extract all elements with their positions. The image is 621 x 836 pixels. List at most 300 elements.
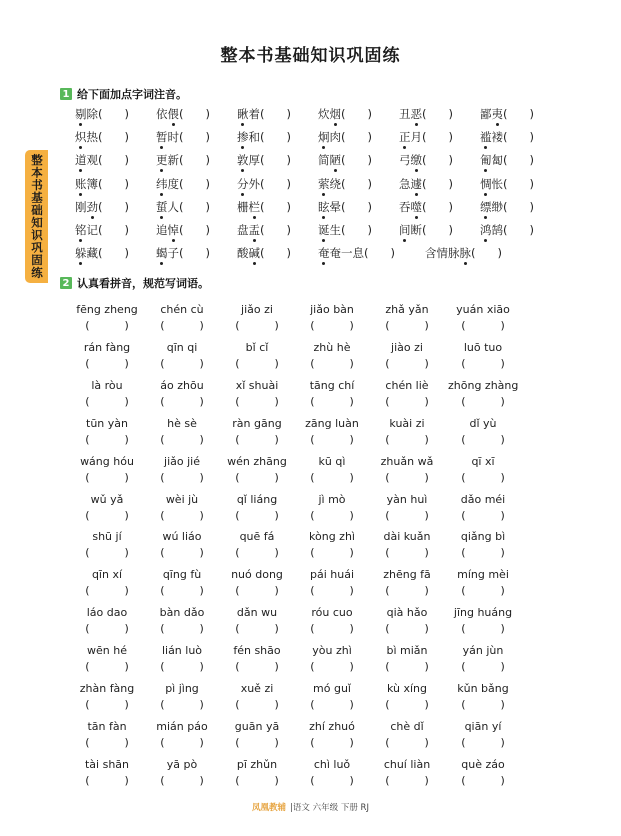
word-suffix: 和 — [248, 130, 260, 145]
pinyin-text: fén shāo — [233, 644, 281, 658]
answer-blank[interactable]: ( ) — [461, 698, 505, 711]
answer-blank[interactable]: ( ) — [310, 470, 354, 484]
pinyin-cell — [222, 606, 292, 637]
answer-paren-open: ( — [98, 107, 103, 121]
emphasis-dot — [160, 262, 163, 265]
pinyin-text: áo zhōu — [160, 378, 204, 392]
answer-blank[interactable]: ( ) — [85, 622, 129, 636]
pinyin-text: láo dao — [86, 606, 128, 620]
answer-blank[interactable]: ( ) — [160, 432, 204, 446]
annotation-item — [237, 199, 291, 215]
dotted-character: 躲 — [75, 246, 87, 260]
dotted-character: 匍 — [480, 153, 492, 167]
emphasis-dot — [172, 239, 175, 242]
answer-paren-close: ) — [367, 153, 372, 168]
pinyin-cell — [297, 379, 367, 410]
dotted-character: 遽 — [411, 177, 423, 191]
dotted-character: 敦 — [237, 153, 249, 167]
answer-blank[interactable]: ( ) — [160, 660, 204, 674]
dotted-character: 偎 — [168, 107, 180, 121]
annotation-item — [237, 222, 291, 238]
answer-blank[interactable]: ( ) — [85, 319, 129, 332]
pinyin-text: dài kuǎn — [383, 530, 431, 544]
word — [318, 153, 341, 167]
word — [156, 177, 179, 191]
word-suffix: 鹄 — [491, 223, 503, 237]
annotation-item — [399, 152, 453, 168]
answer-blank[interactable]: ( ) — [310, 698, 354, 711]
answer-blank[interactable]: ( ) — [85, 508, 129, 522]
answer-paren-close: ) — [367, 223, 372, 237]
pinyin-text: là ròu — [91, 378, 123, 392]
answer-paren-open: ( — [341, 199, 346, 214]
pinyin-text: nuó dong — [231, 568, 283, 582]
answer-blank[interactable]: ( ) — [235, 660, 279, 674]
answer-paren-open: ( — [179, 130, 184, 145]
pinyin-cell — [297, 606, 367, 637]
answer-blank[interactable]: ( ) — [85, 660, 129, 674]
answer-paren-close: ) — [367, 199, 372, 214]
pinyin-cell — [372, 682, 442, 713]
pinyin-text: qiǎng bì — [460, 530, 506, 544]
answer-blank[interactable]: ( ) — [235, 584, 279, 598]
section-1-title: 给下面加点字词注音。 — [77, 88, 187, 101]
answer-blank[interactable]: ( ) — [235, 319, 279, 332]
pinyin-text: míng mèi — [457, 568, 509, 582]
word — [480, 200, 503, 214]
emphasis-dot — [79, 193, 82, 196]
dotted-character: 铭 — [75, 223, 87, 237]
pinyin-cell — [147, 720, 217, 751]
emphasis-dot — [79, 169, 82, 172]
pinyin-cell — [448, 606, 518, 637]
pinyin-text: tūn yàn — [86, 416, 128, 430]
emphasis-dot — [241, 193, 244, 196]
emphasis-dot — [160, 193, 163, 196]
word-prefix: 鄙 — [480, 107, 492, 121]
answer-paren-close: ) — [529, 107, 534, 121]
pinyin-cell — [297, 682, 367, 713]
pinyin-text: chuí liàn — [383, 757, 431, 771]
word — [156, 246, 179, 260]
dotted-character: 蝎 — [156, 246, 168, 260]
pinyin-cell — [72, 682, 142, 713]
answer-paren-open: ( — [422, 130, 427, 145]
dotted-character: 褴 — [480, 130, 492, 144]
answer-blank[interactable]: ( ) — [235, 432, 279, 446]
answer-blank[interactable]: ( ) — [385, 356, 429, 370]
answer-blank[interactable]: ( ) — [310, 356, 354, 370]
answer-blank[interactable]: ( ) — [461, 508, 505, 522]
answer-blank[interactable]: ( ) — [85, 773, 129, 787]
emphasis-dot — [484, 216, 487, 219]
annotation-item — [318, 152, 372, 168]
answer-blank[interactable]: ( ) — [160, 584, 204, 598]
pinyin-cell — [448, 417, 518, 448]
answer-blank[interactable]: ( ) — [85, 356, 129, 370]
answer-paren-open: ( — [341, 107, 346, 121]
pinyin-text: jiǎo jié — [164, 454, 200, 468]
word-prefix: 刚 — [75, 199, 87, 214]
annotation-item — [75, 245, 129, 261]
word — [480, 223, 503, 237]
answer-blank[interactable]: ( ) — [385, 698, 429, 711]
answer-blank[interactable]: ( ) — [160, 356, 204, 370]
annotation-item — [75, 106, 129, 122]
answer-blank[interactable]: ( ) — [85, 735, 129, 749]
dotted-character: 掺 — [237, 130, 249, 144]
section-2-number: 2 — [60, 277, 72, 289]
answer-paren-close: ) — [286, 176, 291, 191]
answer-blank[interactable]: ( ) — [235, 735, 279, 749]
pinyin-cell — [297, 303, 367, 334]
annotation-item — [425, 245, 502, 261]
word — [75, 107, 98, 121]
word — [156, 107, 179, 121]
answer-paren-open: ( — [341, 130, 346, 145]
pinyin-cell — [448, 568, 518, 599]
word — [156, 153, 179, 167]
annotation-item — [156, 152, 210, 168]
pinyin-text: qīn qi — [166, 340, 198, 354]
pinyin-text: rán fàng — [83, 340, 131, 354]
answer-blank[interactable]: ( ) — [461, 356, 505, 370]
pinyin-text: qià hǎo — [386, 606, 428, 620]
pinyin-text: zhí zhuó — [309, 719, 355, 733]
dotted-character: 账 — [75, 177, 87, 191]
pinyin-text: róu cuo — [311, 606, 353, 620]
answer-blank[interactable]: ( ) — [85, 432, 129, 446]
answer-blank[interactable]: ( ) — [160, 735, 204, 749]
emphasis-dot — [241, 123, 244, 126]
emphasis-dot — [91, 216, 94, 219]
answer-blank[interactable]: ( ) — [85, 394, 129, 408]
answer-paren-close: ) — [124, 176, 129, 191]
emphasis-dot — [496, 123, 499, 126]
emphasis-dot — [484, 169, 487, 172]
pinyin-text: jiào zi — [391, 340, 423, 354]
answer-blank[interactable]: ( ) — [310, 432, 354, 446]
answer-blank[interactable]: ( ) — [310, 773, 354, 787]
word — [318, 177, 341, 191]
word-suffix: 绕 — [329, 176, 341, 191]
emphasis-dot — [484, 193, 487, 196]
answer-blank[interactable]: ( ) — [310, 584, 354, 598]
pinyin-cell — [72, 303, 142, 334]
pinyin-text: zhōng zhàng — [448, 378, 519, 392]
answer-paren-close: ) — [497, 246, 502, 261]
word-suffix: 褛 — [491, 130, 503, 145]
answer-blank[interactable]: ( ) — [385, 546, 429, 560]
answer-blank[interactable]: ( ) — [235, 356, 279, 370]
emphasis-dot — [79, 146, 82, 149]
pinyin-cell — [72, 758, 142, 789]
section-2-title: 认真看拼音，规范写词语。 — [77, 277, 209, 290]
answer-blank[interactable]: ( ) — [310, 546, 354, 560]
answer-blank[interactable]: ( ) — [235, 622, 279, 636]
answer-blank[interactable]: ( ) — [160, 394, 204, 408]
answer-blank[interactable]: ( ) — [385, 622, 429, 636]
pinyin-text: luō tuo — [463, 340, 503, 354]
answer-blank[interactable]: ( ) — [160, 698, 204, 711]
emphasis-dot — [484, 239, 487, 242]
dotted-character: 劲 — [87, 200, 99, 214]
emphasis-dot — [415, 169, 418, 172]
annotation-item — [237, 176, 291, 192]
answer-blank[interactable]: ( ) — [461, 470, 505, 484]
dotted-character: 碱 — [249, 246, 261, 260]
pinyin-cell — [297, 758, 367, 789]
annotation-item — [399, 176, 453, 192]
dotted-character: 暂 — [156, 130, 168, 144]
answer-blank[interactable]: ( ) — [385, 319, 429, 332]
answer-paren-open: ( — [260, 107, 265, 121]
pinyin-cell — [72, 720, 142, 751]
word — [237, 177, 260, 191]
word — [237, 153, 260, 167]
word-suffix: 观 — [86, 153, 98, 168]
answer-blank[interactable]: ( ) — [385, 735, 429, 749]
answer-paren-open: ( — [179, 199, 184, 214]
answer-paren-open: ( — [98, 130, 103, 145]
answer-blank[interactable]: ( ) — [310, 735, 354, 749]
answer-blank[interactable]: ( ) — [85, 546, 129, 560]
pinyin-text: jì mò — [318, 492, 346, 506]
pinyin-text: pī zhǔn — [236, 757, 278, 771]
answer-paren-close: ) — [205, 130, 210, 145]
answer-blank[interactable]: ( ) — [160, 508, 204, 522]
answer-paren-close: ) — [390, 246, 395, 261]
answer-blank[interactable]: ( ) — [385, 470, 429, 484]
word — [237, 107, 260, 121]
answer-blank[interactable]: ( ) — [160, 546, 204, 560]
answer-blank[interactable]: ( ) — [235, 508, 279, 522]
pinyin-text: jīng huáng — [453, 606, 513, 620]
answer-blank[interactable]: ( ) — [385, 660, 429, 674]
pinyin-cell — [222, 720, 292, 751]
word-suffix — [460, 246, 472, 260]
pinyin-cell — [147, 606, 217, 637]
word-suffix: 新 — [167, 153, 179, 168]
word-suffix: 记 — [86, 223, 98, 237]
answer-blank[interactable]: ( ) — [85, 584, 129, 598]
dotted-character: 缴 — [411, 153, 423, 167]
word — [156, 223, 179, 237]
word-suffix: 怅 — [491, 176, 503, 191]
answer-paren-close: ) — [286, 246, 291, 261]
pinyin-cell — [72, 644, 142, 675]
pinyin-text: kuài zi — [389, 416, 425, 430]
pinyin-cell — [372, 568, 442, 599]
emphasis-dot — [464, 262, 467, 265]
answer-paren-open: ( — [260, 130, 265, 145]
word-suffix: 生 — [329, 223, 341, 237]
pinyin-cell — [372, 720, 442, 751]
pinyin-cell — [72, 606, 142, 637]
pinyin-cell — [372, 530, 442, 561]
pinyin-cell — [147, 417, 217, 448]
answer-blank[interactable]: ( ) — [310, 394, 354, 408]
word-prefix: 依 — [156, 107, 168, 121]
emphasis-dot — [415, 123, 418, 126]
pinyin-text: wèi jù — [165, 492, 199, 506]
pinyin-cell — [222, 682, 292, 713]
pinyin-text: kù xíng — [386, 682, 428, 695]
word-suffix: 度 — [167, 176, 179, 191]
answer-blank[interactable]: ( ) — [85, 470, 129, 484]
pinyin-text: wǔ yǎ — [90, 492, 124, 506]
dotted-character: 悼 — [168, 223, 180, 237]
pinyin-text: yòu zhì — [312, 644, 352, 658]
answer-blank[interactable]: ( ) — [461, 735, 505, 749]
answer-blank[interactable]: ( ) — [385, 773, 429, 787]
word — [75, 223, 98, 237]
answer-blank[interactable]: ( ) — [461, 660, 505, 674]
annotation-item — [156, 245, 210, 261]
dotted-character: 恶 — [411, 107, 423, 121]
answer-paren-close: ) — [124, 153, 129, 168]
answer-blank[interactable]: ( ) — [385, 432, 429, 446]
emphasis-dot — [241, 169, 244, 172]
answer-paren-open: ( — [179, 246, 184, 261]
answer-paren-close: ) — [448, 176, 453, 191]
pinyin-text: bì miǎn — [386, 644, 428, 658]
pinyin-text: zhù hè — [313, 340, 351, 354]
answer-blank[interactable]: ( ) — [461, 319, 505, 332]
word — [425, 246, 471, 260]
annotation-item — [156, 106, 210, 122]
annotation-row — [75, 129, 575, 149]
annotation-item — [480, 129, 534, 145]
annotation-item — [237, 152, 291, 168]
annotation-row — [75, 152, 575, 172]
word-suffix: 时 — [167, 130, 179, 145]
pinyin-cell — [147, 303, 217, 334]
pinyin-text: qī xī — [471, 454, 495, 468]
annotation-item — [480, 199, 534, 215]
pinyin-cell — [222, 644, 292, 675]
dotted-character: 更 — [156, 153, 168, 167]
pinyin-cell — [147, 341, 217, 372]
answer-blank[interactable]: ( ) — [385, 394, 429, 408]
emphasis-dot — [160, 146, 163, 149]
answer-blank[interactable]: ( ) — [310, 508, 354, 522]
answer-blank[interactable]: ( ) — [310, 660, 354, 674]
answer-paren-open: ( — [471, 246, 476, 261]
footer-info: |语文 六年级 下册 RJ — [290, 803, 369, 813]
answer-blank[interactable]: ( ) — [160, 319, 204, 332]
answer-blank[interactable]: ( ) — [235, 546, 279, 560]
word-prefix: 炊 — [318, 107, 330, 121]
pinyin-text: yàn huì — [386, 492, 428, 506]
answer-blank[interactable]: ( ) — [385, 508, 429, 522]
emphasis-dot — [484, 146, 487, 149]
answer-paren-close: ) — [529, 153, 534, 168]
annotation-row — [75, 176, 575, 196]
answer-blank[interactable]: ( ) — [461, 773, 505, 787]
answer-paren-close: ) — [448, 107, 453, 121]
answer-blank[interactable]: ( ) — [235, 394, 279, 408]
answer-paren-open: ( — [422, 153, 427, 168]
pinyin-text: shū jí — [92, 530, 122, 544]
pinyin-text: guān yā — [234, 719, 280, 733]
answer-blank[interactable]: ( ) — [160, 470, 204, 484]
word-suffix: 人 — [167, 199, 179, 214]
answer-blank[interactable]: ( ) — [160, 773, 204, 787]
pinyin-text: chén liè — [385, 378, 429, 392]
answer-blank[interactable]: ( ) — [461, 394, 505, 408]
word — [399, 177, 422, 191]
pinyin-text: quē fá — [239, 530, 275, 544]
word — [237, 246, 260, 260]
annotation-row — [75, 245, 575, 265]
word-suffix: 藏 — [86, 246, 98, 261]
section-1-heading — [60, 86, 187, 102]
answer-blank[interactable]: ( ) — [385, 584, 429, 598]
annotation-item — [399, 222, 453, 238]
answer-paren-open: ( — [422, 199, 427, 214]
answer-blank[interactable]: ( ) — [310, 622, 354, 636]
answer-blank[interactable]: ( ) — [235, 698, 279, 711]
dotted-character: 蜇 — [156, 200, 168, 214]
dotted-character: 剔 — [75, 107, 87, 121]
emphasis-dot — [403, 239, 406, 242]
answer-blank[interactable]: ( ) — [461, 622, 505, 636]
pinyin-cell — [222, 493, 292, 524]
pinyin-text: dǎn wu — [236, 606, 278, 620]
pinyin-cell — [147, 530, 217, 561]
answer-blank[interactable]: ( ) — [461, 546, 505, 560]
pinyin-text: xuě zi — [240, 682, 274, 695]
answer-paren-close: ) — [124, 107, 129, 121]
pinyin-cell — [448, 644, 518, 675]
pinyin-cell — [297, 530, 367, 561]
word — [318, 246, 364, 260]
answer-paren-close: ) — [448, 153, 453, 168]
word-prefix: 丑 — [399, 107, 411, 121]
word-suffix: 厚 — [248, 153, 260, 168]
pinyin-cell — [147, 493, 217, 524]
pinyin-text: jiǎo bàn — [310, 303, 354, 316]
pinyin-cell — [448, 303, 518, 334]
answer-blank[interactable]: ( ) — [160, 622, 204, 636]
annotation-item — [237, 106, 291, 122]
pinyin-cell — [72, 568, 142, 599]
answer-paren-close: ) — [529, 223, 534, 237]
annotation-item — [75, 222, 129, 238]
word — [75, 246, 98, 260]
pinyin-cell — [448, 530, 518, 561]
answer-blank[interactable]: ( ) — [310, 319, 354, 332]
pinyin-text: zhēng fā — [383, 568, 431, 582]
answer-blank[interactable]: ( ) — [461, 584, 505, 598]
answer-paren-open: ( — [364, 246, 369, 261]
pinyin-cell — [297, 493, 367, 524]
word — [75, 200, 98, 214]
emphasis-dot — [79, 123, 82, 126]
dotted-character: 间 — [399, 223, 411, 237]
answer-blank[interactable]: ( ) — [235, 773, 279, 787]
emphasis-dot — [253, 262, 256, 265]
pinyin-text: kū qì — [318, 454, 346, 468]
answer-blank[interactable]: ( ) — [85, 698, 129, 711]
answer-blank[interactable]: ( ) — [235, 470, 279, 484]
answer-blank[interactable]: ( ) — [461, 432, 505, 446]
dotted-character: 奄 — [318, 246, 330, 260]
pinyin-text: wēn hé — [87, 644, 127, 658]
answer-paren-open: ( — [503, 107, 508, 121]
pinyin-cell — [448, 341, 518, 372]
